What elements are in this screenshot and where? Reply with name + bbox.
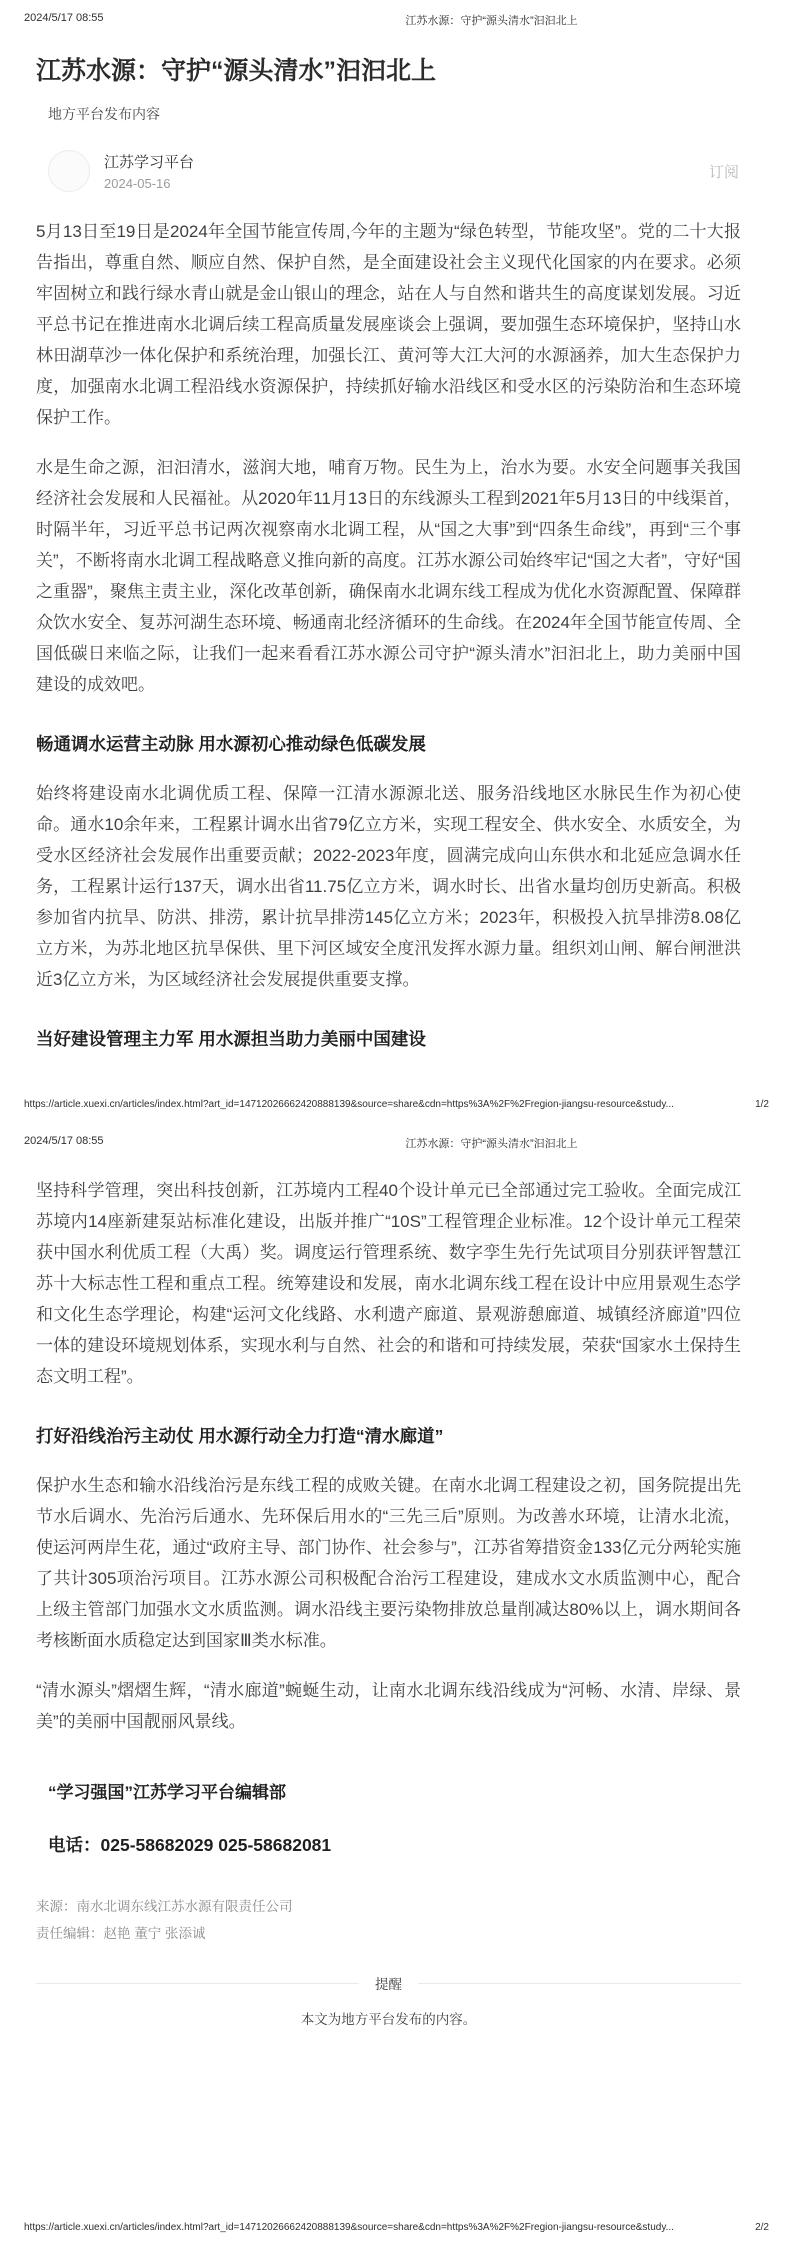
reminder-section (36, 1973, 741, 2028)
author-row (36, 150, 741, 192)
divider-line (36, 1983, 359, 1984)
source-line: 来源：南水北调东线江苏水源有限责任公司 (36, 1899, 293, 1914)
section-heading-2: 当好建设管理主力军 用水源担当助力美丽中国建设 (36, 1029, 426, 1049)
paragraph-4: 坚持科学管理，突出科技创新，江苏境内工程40个设计单元已全部通过完工验收。全面完成江苏境内14座新建泵站标准化建设，出版并推广“10S”工程管理企业标准。12个设计单元工程荣获中国水利优质工程（大禹）奖。调度运行管理系统、数字孪生先行先试项目分别获评智慧江苏十大标志性工程和重点工程。统筹建设和发展，南水北调东线工程在设计中应用景观生态学和文化生态学理论，构建“运河文化线路、水利遗产廊道、景观游憩廊道、城镇经济廊道”四位一体的建设环境规划体系，实现水利与自然、社会的和谐和可持续发展，荣获“国家水土保持生态文明工程”。 (36, 1181, 741, 1386)
print-datetime: 2024/5/17 08:55 (24, 12, 104, 24)
print-footer-2 (24, 2222, 769, 2233)
contact-phone: 电话：025-58682029 025-58682081 (48, 1835, 332, 1855)
reminder-text: 本文为地方平台发布的内容。 (300, 2012, 477, 2027)
print-doc-title: 江苏水源：守护“源头清水”汩汩北上 (405, 1138, 578, 1150)
print-header (0, 1123, 793, 1151)
paragraph-5: 保护水生态和输水沿线治污是东线工程的成败关键。在南水北调工程建设之初，国务院提出先节水后调水、先治污后通水、先环保后用水的“三先三后”原则。为改善水环境，让清水北流，使运河两岸生花，通过“政府主导、部门协作、社会参与”，江苏省筹措资金133亿元分两轮实施了共计305项治污项目。江苏水源公司积极配合治污工程建设，建成水文水质监测中心，配合上级主管部门加强水文水质监测。调水沿线主要污染物排放总量削减达80%以上，调水期间各考核断面水质稳定达到国家Ⅲ类水标准。 (36, 1476, 741, 1650)
print-footer-1 (24, 1099, 769, 1110)
paragraph-3: 始终将建设南水北调优质工程、保障一江清水源源北送、服务沿线地区水脉民生作为初心使命。通水10余年来，工程累计调水出省79亿立方米，实现工程安全、供水安全、水质安全，为受水区经济社会发展作出重要贡献；2022-2023年度，圆满完成向山东供水和北延应急调水任务，工程累计运行137天，调水出省11.75亿立方米，调水时长、出省水量均创历史新高。积极参加省内抗旱、防洪、排涝，累计抗旱排涝145亿立方米；2023年，积极投入抗旱排涝8.08亿立方米，为苏北地区抗旱保供、里下河区域安全度汛发挥水源力量。组织刘山闸、解台闸泄洪近3亿立方米，为区域经济社会发展提供重要支撑。 (36, 784, 741, 989)
section-heading-3: 打好沿线治污主动仗 用水源行动全力打造“清水廊道” (36, 1426, 444, 1446)
page-indicator: 2/2 (755, 2222, 769, 2233)
print-header (0, 0, 793, 28)
paragraph-1: 5月13日至19日是2024年全国节能宣传周,今年的主题为“绿色转型，节能攻坚”。党的二十大报告指出，尊重自然、顺应自然、保护自然，是全面建设社会主义现代化国家的内在要求。必须牢固树立和践行绿水青山就是金山银山的理念，站在人与自然和谐共生的高度谋划发展。习近平总书记在推进南水北调后续工程高质量发展座谈会上强调，要加强生态环境保护，坚持山水林田湖草沙一体化保护和系统治理，加强长江、黄河等大江大河的水源涵养，加大生态保护力度，加强南水北调工程沿线水资源保护，持续抓好输水沿线区和受水区的污染防治和生态环境保护工作。 (36, 222, 741, 427)
publisher-name: 江苏学习平台 (104, 154, 195, 171)
print-datetime: 2024/5/17 08:55 (24, 1135, 104, 1147)
subscribe-button[interactable]: 订阅 (707, 161, 741, 182)
page-indicator: 1/2 (755, 1099, 769, 1110)
print-doc-title: 江苏水源：守护“源头清水”汩汩北上 (405, 15, 578, 27)
publish-date: 2024-05-16 (104, 176, 171, 191)
reminder-title: 提醒 (375, 1977, 402, 1992)
paragraph-6: “清水源头”熠熠生辉，“清水廊道”蜿蜒生动，让南水北调东线沿线成为“河畅、水清、岸绿、景美”的美丽中国靓丽风景线。 (36, 1681, 741, 1731)
paragraph-2: 水是生命之源，汩汩清水，滋润大地，哺育万物。民生为上，治水为要。水安全问题事关我国经济社会发展和人民福祉。从2020年11月13日的东线源头工程到2021年5月13日的中线渠首，时隔半年，习近平总书记两次视察南水北调工程，从“国之大事”到“四条生命线”，再到“三个事关”，不断将南水北调工程战略意义推向新的高度。江苏水源公司始终牢记“国之大者”，守好“国之重器”，聚焦主责主业，深化改革创新，确保南水北调东线工程成为优化水资源配置、保障群众饮水安全、复苏河湖生态环境、畅通南北经济循环的生命线。在2024年全国节能宣传周、全国低碳日来临之际，让我们一起来看看江苏水源公司守护“源头清水”汩汩北上，助力美丽中国建设的成效吧。 (36, 458, 741, 694)
footer-url: https://article.xuexi.cn/articles/index.html?art_id=14712026662420888139&source=share&cdn=https%3A%2F%2Fregion-jiangsu-resource&study... (24, 2222, 674, 2233)
publisher-avatar (48, 150, 90, 192)
category-note: 地方平台发布内容 (48, 106, 160, 122)
footer-url: https://article.xuexi.cn/articles/index.html?art_id=14712026662420888139&source=share&cdn=https%3A%2F%2Fregion-jiangsu-resource&study... (24, 1099, 674, 1110)
article-title: 江苏水源：守护“源头清水”汩汩北上 (36, 57, 437, 85)
print-page-2 (0, 1123, 793, 2246)
divider-line (418, 1983, 741, 1984)
section-heading-1: 畅通调水运营主动脉 用水源初心推动绿色低碳发展 (36, 734, 426, 754)
editorial-signature: “学习强国”江苏学习平台编辑部 (48, 1783, 286, 1802)
editor-line: 责任编辑：赵艳 董宁 张添诚 (36, 1926, 206, 1941)
